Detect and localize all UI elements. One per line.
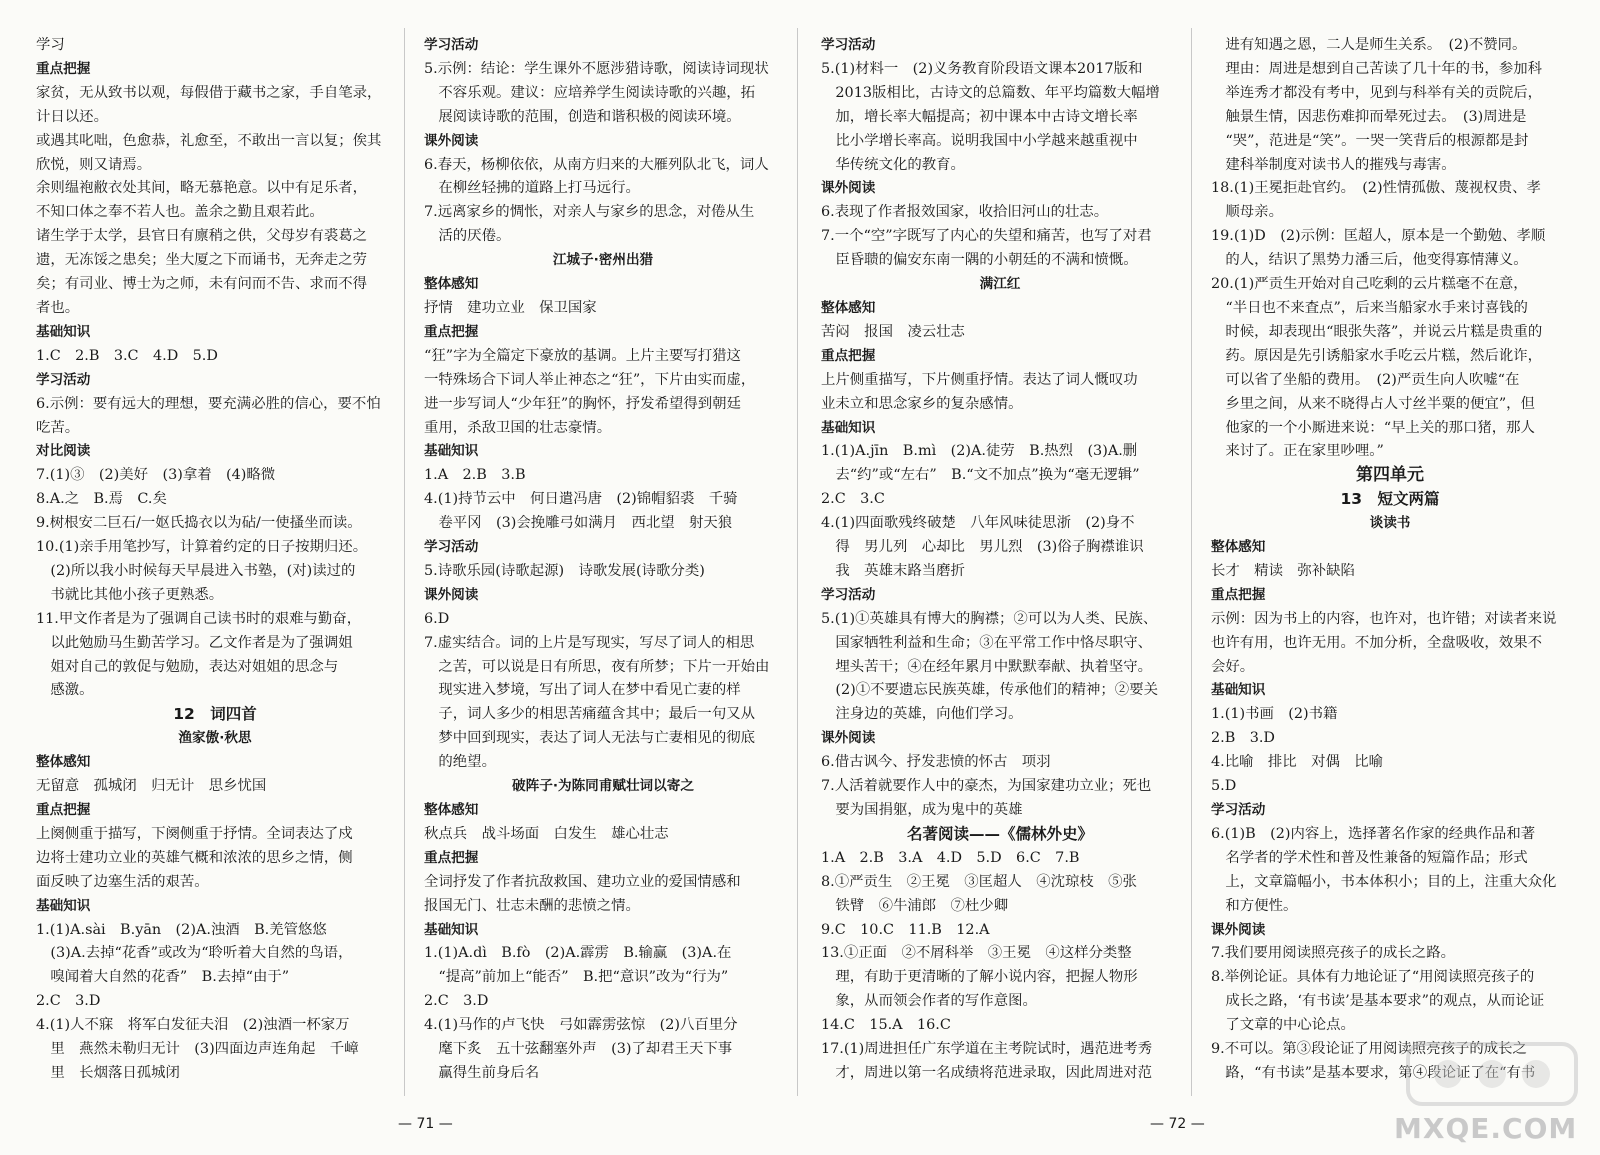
- section-heading: 谈读书: [1369, 515, 1411, 532]
- section-heading: 重点把握: [821, 347, 876, 364]
- section-heading: 整体感知: [424, 276, 479, 293]
- page-number-right: — 72 —: [1150, 1116, 1205, 1132]
- section-heading: 学习活动: [36, 371, 91, 388]
- section-heading: 对比阅读: [36, 443, 91, 460]
- section-heading: 基础知识: [36, 323, 91, 340]
- column-divider-3: [1191, 28, 1192, 1096]
- text-line: 不知口体之奉不若人也。盖余之勤且艰若此。: [36, 204, 324, 221]
- text-line: 梦中回到现实，表达了词人无法与亡妻相见的彻底: [424, 730, 755, 747]
- text-line: 2.C 3.D: [36, 993, 101, 1010]
- text-line: 1.(1)A.sài B.yān (2)A.浊酒 B.羌管悠悠: [36, 921, 327, 938]
- text-line: 无留意 孤城闭 归无计 思乡忧国: [36, 778, 267, 795]
- text-line: 6.D: [424, 610, 450, 627]
- text-line: 乡里之间，从来不晓得占人寸丝半粟的便宜”，但: [1211, 395, 1535, 412]
- section-heading: 整体感知: [36, 754, 91, 771]
- section-heading: 江城子·密州出猎: [552, 252, 654, 269]
- section-heading: 学习活动: [1211, 802, 1266, 818]
- text-line: 不容乐观。建议：应培养学生阅读诗歌的兴趣，拓: [424, 84, 755, 101]
- text-line: 或遇其叱咄，色愈恭，礼愈至，不敢出一言以复；俟其: [36, 132, 382, 149]
- section-heading: 整体感知: [1211, 539, 1266, 556]
- text-line: 7.一个“空”字既写了内心的失望和痛苦，也写了对君: [821, 228, 1152, 245]
- text-line: 触景生情，因悲伤难抑而晕死过去。 (3)周进是: [1211, 108, 1527, 125]
- text-line: 书就比其他小孩子更熟悉。: [36, 586, 224, 603]
- text-line: 欣悦，则又请焉。: [36, 156, 152, 173]
- text-line: 埋头苦干；④在经年累月中默默奉献、执着坚守。: [821, 658, 1152, 675]
- section-heading: 学习活动: [821, 37, 876, 53]
- text-line: 8.①严贡生 ②王冕 ③匡超人 ④沈琼枝 ⑤张: [821, 873, 1137, 890]
- text-line: 7.远离家乡的惆怅，对亲人与家乡的思念，对倦从生: [424, 204, 755, 221]
- text-line: 里 燕然未勒归无计 (3)四面边声连角起 千嶂: [36, 1041, 359, 1058]
- text-line: (2)所以我小时候每天早晨进入书塾，(对)读过的: [36, 562, 356, 579]
- text-line: 麾下炙 五十弦翻塞外声 (3)了却君王天下事: [424, 1041, 733, 1058]
- text-line: 4.(1)四面歌残终破楚 八年风味徒思浙 (2)身不: [821, 515, 1135, 532]
- text-line: 家贫，无从致书以观，每假借于藏书之家，手自笔录，: [36, 84, 382, 101]
- section-heading: 课外阅读: [821, 180, 876, 197]
- text-line: 10.(1)亲手用笔抄写，计算着约定的日子按期归还。: [36, 539, 368, 556]
- text-line: 7.我们要用阅读照亮孩子的成长之路。: [1211, 945, 1455, 962]
- section-heading: 课外阅读: [821, 730, 876, 747]
- text-line: 4.比喻 排比 对偶 比喻: [1211, 754, 1384, 771]
- text-line: 可以省了坐船的费用。 (2)严贡生向人吹嘘“在: [1211, 371, 1520, 388]
- text-line: 4.(1)持节云中 何日遣冯唐 (2)锦帽貂裘 千骑: [424, 491, 738, 508]
- text-line: 来讨了。正在家里吵哩。”: [1211, 443, 1384, 460]
- column-3: [821, 34, 1179, 1086]
- text-line: 象，从而领会作者的写作意图。: [821, 993, 1037, 1010]
- text-line: 7.人活着就要作人中的豪杰，为国家建功立业；死也: [821, 778, 1152, 795]
- section-heading: 重点把握: [36, 802, 91, 818]
- text-line: 活的厌倦。: [424, 228, 511, 245]
- section-heading: 名著阅读——《儒林外史》: [906, 824, 1093, 843]
- column-1: [36, 34, 394, 1086]
- text-line: 2013版相比，古诗文的总篇数、年平均篇数大幅增: [821, 84, 1160, 101]
- text-line: 6.示例：要有远大的理想，要充满必胜的信心，要不怕: [36, 395, 381, 412]
- text-line: 才，周进以第一名成绩将范进录取，因此周进对范: [821, 1064, 1152, 1081]
- text-line: 学习: [36, 37, 65, 53]
- column-4: [1211, 34, 1569, 1086]
- section-heading: 破阵子·为陈同甫赋壮词以寄之: [512, 778, 694, 795]
- text-line: 感激。: [36, 682, 94, 699]
- text-line: 也许有用，也许无用。不加分析，全盘吸收，效果不: [1211, 634, 1542, 651]
- text-line: 边将士建功立业的英雄气概和浓浓的思乡之情，侧: [36, 849, 353, 866]
- text-line: 抒情 建功立业 保卫国家: [424, 299, 597, 316]
- text-line: 臣昏聩的偏安东南一隅的小朝廷的不满和愤慨。: [821, 252, 1138, 269]
- text-line: 6.借古讽今、抒发悲愤的怀古 项羽: [821, 754, 1051, 771]
- text-line: 理，有助于更清晰的了解小说内容，把握人物形: [821, 969, 1138, 986]
- section-heading: 基础知识: [821, 419, 876, 436]
- text-line: 13.①正面 ②不屑科举 ③王冕 ④这样分类整: [821, 945, 1132, 962]
- text-line: 加，增长率大幅提高；初中课本中古诗文增长率: [821, 108, 1138, 125]
- text-line: (2)①不要遗忘民族英雄，传承他们的精神；②要关: [821, 682, 1158, 699]
- text-line: 矣；有司业、博士为之师，未有问而不告、求而不得: [36, 276, 367, 293]
- text-line: 示例：因为书上的内容，也许对，也许错；对读者来说: [1211, 610, 1557, 627]
- text-line: 一特殊场合下词人举止神态之“狂”，下片由实而虚，: [424, 371, 756, 388]
- text-line: 和方便性。: [1211, 897, 1298, 914]
- text-line: 8.举例论证。具体有力地论证了“用阅读照亮孩子的: [1211, 969, 1535, 986]
- section-heading: 基础知识: [36, 897, 91, 914]
- section-heading: 整体感知: [821, 299, 876, 316]
- section-heading: 课外阅读: [1211, 921, 1266, 938]
- text-line: 进一步写词人“少年狂”的胸怀，抒发希望得到朝廷: [424, 395, 741, 412]
- text-line: 长才 精读 弥补缺陷: [1211, 562, 1355, 579]
- section-heading: 满江红: [979, 276, 1021, 293]
- text-line: 9.C 10.C 11.B 12.A: [821, 921, 990, 938]
- text-line: 5.示例：结论：学生课外不愿涉猎诗歌，阅读诗词现状: [424, 60, 769, 77]
- section-heading: 重点把握: [1211, 586, 1266, 603]
- text-line: 建科举制度对读书人的摧残与毒害。: [1211, 156, 1456, 173]
- text-line: 会好。: [1211, 658, 1255, 675]
- section-heading: 课外阅读: [424, 586, 479, 603]
- text-line: 去“约”或“左右” B.“文不加点”换为“毫无逻辑”: [821, 467, 1140, 484]
- text-line: 5.诗歌乐园(诗歌起源) 诗歌发展(诗歌分类): [424, 562, 705, 579]
- text-line: 理由：周进是想到自己苦读了几十年的书，参加科: [1211, 60, 1542, 77]
- text-line: 子，词人多少的相思苦痛蕴含其中；最后一句又从: [424, 706, 755, 723]
- text-line: 1.C 2.B 3.C 4.D 5.D: [36, 347, 218, 364]
- text-line: 17.(1)周进担任广东学道在主考院试时，遇范进考秀: [821, 1041, 1153, 1058]
- text-line: 7.虚实结合。词的上片是写现实，写尽了词人的相思: [424, 634, 755, 651]
- text-line: 举连秀才都没有考中，见到与科举有关的贡院后，: [1211, 84, 1542, 101]
- section-heading: 13 短文两篇: [1340, 490, 1440, 509]
- text-line: 里 长烟落日孤城闭: [36, 1064, 180, 1081]
- text-line: 比小学增长率高。说明我国中小学越来越重视中: [821, 132, 1138, 149]
- text-line: 诸生学于太学，县官日有廪稍之供，父母岁有裘葛之: [36, 228, 367, 245]
- section-heading: 渔家傲·秋思: [178, 730, 252, 747]
- text-line: 以此勉励马生勤苦学习。乙文作者是为了强调姐: [36, 634, 353, 651]
- text-line: 我 英雄末路当磨折: [821, 562, 965, 579]
- text-line: 之苦，可以说是日有所思，夜有所梦；下片一开始由: [424, 658, 770, 675]
- text-line: 吃苦。: [36, 419, 80, 436]
- section-heading: 重点把握: [424, 323, 479, 340]
- section-heading: 第四单元: [1356, 465, 1424, 486]
- text-line: 6.表现了作者报效国家，收拾旧河山的壮志。: [821, 204, 1109, 221]
- text-line: 秋点兵 战斗场面 白发生 雄心壮志: [424, 825, 669, 842]
- text-line: 4.(1)人不寐 将军白发征夫泪 (2)浊酒一杯家万: [36, 1017, 350, 1034]
- section-heading: 基础知识: [424, 921, 479, 938]
- text-line: 上阕侧重于描写，下阕侧重于抒情。全词表达了戍: [36, 825, 353, 842]
- text-line: 20.(1)严贡生开始对自己吃剩的云片糕毫不在意，: [1211, 276, 1528, 293]
- text-line: 现实进入梦境，写出了词人在梦中看见亡妻的样: [424, 682, 741, 699]
- text-line: 赢得生前身后名: [424, 1064, 540, 1081]
- text-line: 得 男儿列 心却比 男儿烈 (3)俗子胸襟谁识: [821, 539, 1144, 556]
- text-line: 名学者的学术性和普及性兼备的短篇作品；形式: [1211, 849, 1528, 866]
- text-line: 重用，杀敌卫国的壮志豪情。: [424, 419, 612, 436]
- text-line: 者也。: [36, 299, 80, 316]
- watermark-text: MXQE.COM: [1394, 1112, 1578, 1145]
- column-divider-2: [797, 28, 798, 1096]
- text-line: 7.(1)③ (2)美好 (3)拿着 (4)略微: [36, 467, 276, 484]
- text-line: 11.甲文作者是为了强调自己读书时的艰难与勤奋，: [36, 610, 362, 627]
- text-line: 遗，无冻馁之患矣；坐大厦之下而诵书，无奔走之劳: [36, 252, 367, 269]
- section-heading: 12 词四首: [173, 705, 257, 724]
- text-line: 卷平冈 (3)会挽雕弓如满月 西北望 射天狼: [424, 515, 733, 532]
- text-line: 8.A.之 B.焉 C.矣: [36, 491, 167, 508]
- text-line: 5.D: [1211, 778, 1237, 795]
- text-line: 1.A 2.B 3.B: [424, 467, 526, 484]
- text-line: 上，文章篇幅小，书本体积小；目的上，注重大众化: [1211, 873, 1557, 890]
- text-line: 国家牺牲利益和生命；③在平常工作中恪尽职守、: [821, 634, 1152, 651]
- text-line: 成长之路，‘有书读’是基本要求”的观点，从而论证: [1211, 993, 1545, 1010]
- text-line: “提高”前加上“能否” B.把“意识”改为“行为”: [424, 969, 729, 986]
- text-line: 19.(1)D (2)示例：匡超人，原本是一个勤勉、孝顺: [1211, 228, 1546, 245]
- text-line: 5.(1)①英雄具有博大的胸襟；②可以为人类、民族、: [821, 610, 1158, 627]
- text-line: “狂”字为全篇定下豪放的基调。上片主要写打猎这: [424, 347, 741, 364]
- page-number-left: — 71 —: [398, 1116, 453, 1132]
- text-line: 苦闷 报国 凌云壮志: [821, 323, 965, 340]
- text-line: 1.(1)A.dì B.fò (2)A.霹雳 B.输赢 (3)A.在: [424, 945, 732, 962]
- text-line: 6.春天，杨柳依依，从南方归来的大雁列队北飞，词人: [424, 156, 769, 173]
- text-line: 计日以还。: [36, 108, 108, 125]
- text-line: 2.B 3.D: [1211, 730, 1275, 747]
- text-line: 1.A 2.B 3.A 4.D 5.D 6.C 7.B: [821, 849, 1080, 866]
- text-line: 铁臂 ⑥牛浦郎 ⑦杜少卿: [821, 897, 1009, 914]
- text-line: 6.(1)B (2)内容上，选择著名作家的经典作品和著: [1211, 825, 1536, 842]
- text-line: 上片侧重描写，下片侧重抒情。表达了词人慨叹功: [821, 371, 1138, 388]
- text-line: 药。原因是先引诱船家水手吃云片糕，然后讹诈，: [1211, 347, 1542, 364]
- section-heading: 基础知识: [424, 443, 479, 460]
- section-heading: 学习活动: [424, 539, 479, 556]
- text-line: 1.(1)A.jīn B.mì (2)A.徒劳 B.热烈 (3)A.删: [821, 443, 1138, 460]
- section-heading: 重点把握: [36, 60, 91, 77]
- section-heading: 重点把握: [424, 849, 479, 866]
- text-line: 注身边的英雄，向他们学习。: [821, 706, 1023, 723]
- text-line: “哭”，范进是“笑”。一哭一笑背后的根源都是封: [1211, 132, 1529, 149]
- text-line: 9.不可以。第③段论证了用阅读照亮孩子的成长之: [1211, 1041, 1527, 1058]
- text-line: (3)A.去掉“花香”或改为“聆听着大自然的鸟语，: [36, 945, 353, 962]
- text-line: 顺母亲。: [1211, 204, 1283, 221]
- text-line: 要为国捐躯，成为鬼中的英雄: [821, 802, 1023, 818]
- text-line: “半日也不来査点”，后来当船家水手来讨喜钱的: [1211, 299, 1528, 316]
- text-line: 时候，却表现出“眼张失落”，并说云片糕是贵重的: [1211, 323, 1543, 340]
- section-heading: 学习活动: [821, 586, 876, 603]
- column-divider-1: [404, 28, 405, 1096]
- text-line: 的绝望。: [424, 754, 496, 771]
- text-line: 14.C 15.A 16.C: [821, 1017, 951, 1034]
- section-heading: 课外阅读: [424, 132, 479, 149]
- section-heading: 整体感知: [424, 802, 479, 818]
- text-line: 面反映了边塞生活的艰苦。: [36, 873, 209, 890]
- section-heading: 基础知识: [1211, 682, 1266, 699]
- text-line: 4.(1)马作的卢飞快 弓如霹雳弦惊 (2)八百里分: [424, 1017, 738, 1034]
- text-line: 嗅闻着大自然的花香” B.去掉“由于”: [36, 969, 290, 986]
- text-line: 路，“有书读”是基本要求，第④段论证了在“有书: [1211, 1064, 1536, 1081]
- text-line: 在柳丝轻拂的道路上打马远行。: [424, 180, 640, 197]
- text-line: 姐对自己的敦促与勉励，表达对姐姐的思念与: [36, 658, 339, 675]
- text-line: 全词抒发了作者抗敌救国、建功立业的爱国情感和: [424, 873, 741, 890]
- text-line: 他家的一个小厮进来说：“早上关的那口猪，那人: [1211, 419, 1535, 436]
- section-heading: 学习活动: [424, 37, 479, 53]
- text-line: 华传统文化的教育。: [821, 156, 965, 173]
- text-line: 余则缊袍敝衣处其间，略无慕艳意。以中有足乐者，: [36, 180, 367, 197]
- text-line: 18.(1)王冕拒赴官约。 (2)性情孤傲、蔑视权贵、孝: [1211, 180, 1541, 197]
- text-line: 展阅读诗歌的范围，创造和谐积极的阅读环境。: [424, 108, 741, 125]
- text-line: 9.树根安二巨石/一妪氏捣衣以为砧/一使搔坐而读。: [36, 515, 362, 532]
- text-line: 业未立和思念家乡的复杂感情。: [821, 395, 1023, 412]
- text-line: 的人，结识了黑势力潘三后，他变得寡情薄义。: [1211, 252, 1528, 269]
- text-line: 报国无门、壮志未酬的悲愤之情。: [424, 897, 640, 914]
- column-2: [424, 34, 782, 1086]
- text-line: 进有知遇之恩，二人是师生关系。 (2)不赞同。: [1211, 37, 1527, 53]
- text-line: 了文章的中心论点。: [1211, 1017, 1355, 1034]
- text-line: 2.C 3.C: [821, 491, 885, 508]
- text-line: 1.(1)书画 (2)书籍: [1211, 706, 1338, 723]
- text-line: 2.C 3.D: [424, 993, 489, 1010]
- text-line: 5.(1)材料一 (2)义务教育阶段语文课本2017版和: [821, 60, 1143, 77]
